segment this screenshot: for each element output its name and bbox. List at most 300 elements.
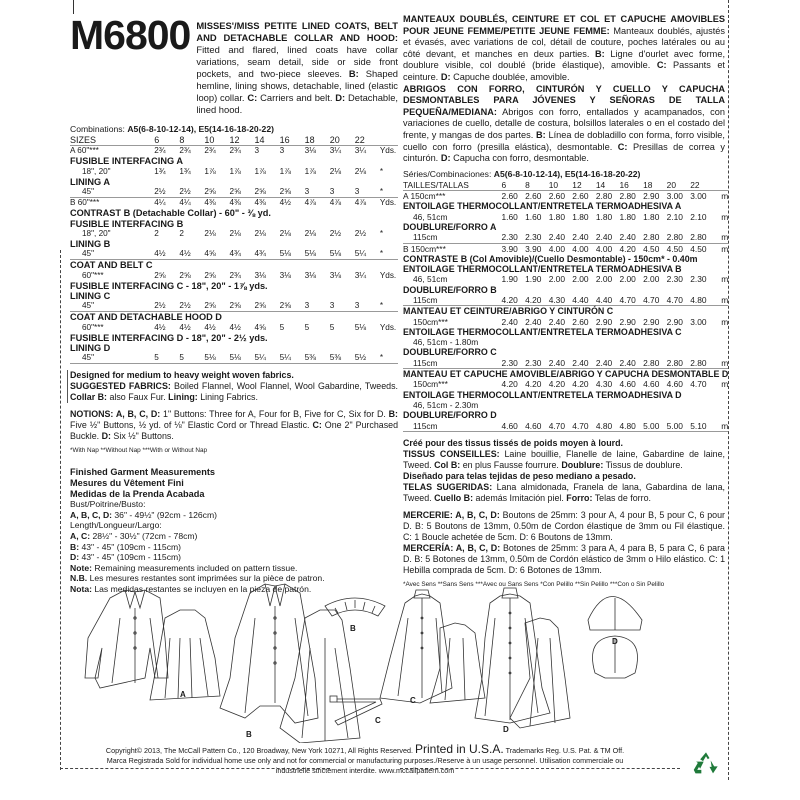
yardage-value: 1⅞	[304, 166, 317, 176]
section-label: FUSIBLE INTERFACING C - 18", 20" - 1⅞ yds.	[70, 280, 268, 291]
yardage-row	[70, 229, 398, 239]
footer	[60, 744, 670, 776]
combinations-value: A5(6-8-10-12-14), E5(14-16-18-20-22)	[493, 168, 641, 179]
label-view-b-collar: B	[350, 624, 356, 633]
section-label: DOUBLURE/FORRO B	[403, 284, 497, 295]
yardage-value: 5½	[355, 353, 380, 364]
yardage-value: 4.40	[572, 295, 596, 306]
yardage-value: 4⅝	[204, 249, 229, 260]
section-label: FUSIBLE INTERFACING B	[70, 218, 184, 229]
yardage-value: 4.60	[525, 421, 549, 432]
row-label: 115cm	[403, 232, 502, 243]
section-label: MANTEAU ET CEINTURE/ABRIGO Y CINTURÓN C	[403, 306, 614, 317]
yardage-value: 4.60	[666, 379, 683, 390]
yardage-value: 4.50	[690, 243, 707, 254]
yardage-row	[70, 198, 398, 209]
yardage-value: 2.90	[595, 316, 613, 327]
yardage-value: 2.30	[690, 274, 707, 285]
yardage-value: 3	[254, 146, 260, 156]
notions-en	[70, 409, 398, 442]
view-d-label: D:	[440, 153, 451, 164]
unit: Yds.	[379, 198, 397, 208]
length-value: 28½" - 30½" (72cm - 78cm)	[92, 531, 198, 542]
yardage-value: 2⅝	[280, 301, 305, 312]
cuello-label: Cuello B:	[434, 492, 474, 503]
yardage-value: 2.40	[501, 316, 518, 327]
section-label: DOUBLURE/FORRO A	[403, 221, 497, 232]
plain-row	[403, 337, 728, 347]
french-spanish-column	[403, 14, 729, 589]
yardage-value: 4.20	[502, 295, 526, 306]
designed-for-es: Diseñado para telas tejidas de peso mediano a pesado.	[403, 470, 636, 481]
yardage-value: 2⅛	[304, 228, 317, 238]
section-row	[70, 312, 398, 323]
size-header: 10	[549, 180, 573, 191]
section-label: LINING A	[70, 176, 110, 187]
collar-label: Collar B:	[70, 392, 107, 403]
section-label: ENTOILAGE THERMOCOLLANT/ENTRETELA TERMOADHESIVA C	[403, 326, 682, 337]
view-d-text: Capucha con forro, desmontable.	[453, 153, 589, 164]
section-row	[403, 264, 728, 274]
yardage-value: 2⅝	[204, 270, 216, 280]
yardage-value: 3	[355, 187, 380, 198]
yardage-value: 2.80	[690, 232, 714, 243]
notions-d-label: D:	[101, 431, 111, 442]
plain-label: 46, 51cm - 2.30m	[413, 399, 479, 410]
yardage-value: 4.30	[595, 379, 613, 390]
yardage-value: 1.80	[572, 211, 589, 222]
yardage-value: 2⅝	[229, 187, 254, 198]
section-label: CONTRAST B (Detachable Collar) - 60" - ⅜ yd.	[70, 208, 271, 219]
mercerie-d: D: 6 Boutons de 13mm.	[519, 531, 613, 542]
section-row	[70, 239, 398, 249]
row-label: 18", 20"	[82, 228, 111, 238]
unit: m	[721, 379, 729, 390]
yardage-value: 2.80	[643, 232, 667, 243]
yardage-value: 2.80	[667, 358, 691, 369]
yardage-value: 4.20	[501, 379, 518, 390]
label-view-c-coat: C	[410, 696, 416, 705]
yardage-value: 2⅝	[255, 301, 280, 312]
label-view-b-coat: B	[246, 730, 252, 739]
label-view-a: A	[180, 690, 186, 699]
yardage-table-us	[70, 135, 398, 364]
yardage-value: 2¾	[179, 146, 191, 156]
note-label: Nota:	[70, 584, 92, 594]
view-b-label: B:	[348, 68, 359, 79]
section-row	[70, 333, 398, 343]
yardage-value: 2⅝	[179, 270, 191, 280]
english-description	[196, 20, 398, 116]
size-header: 14	[255, 135, 280, 146]
nap-note-en: *With Nap **Without Nap ***With or Without Nap	[70, 447, 208, 455]
yardage-value: 4½	[279, 198, 291, 208]
yardage-value: 1.90	[525, 274, 542, 285]
row-label: 150cm***	[413, 379, 448, 390]
yardage-value: 2.30	[502, 358, 526, 369]
yardage-row	[70, 301, 398, 312]
yardage-value: 2.40	[596, 358, 620, 369]
yardage-value: 2.40	[525, 316, 542, 327]
yardage-row	[403, 421, 728, 432]
yardage-value: 1⅞	[279, 166, 291, 176]
meas-title-es: Medidas de la Prenda Acabada	[70, 488, 205, 499]
yardage-value: 2	[179, 228, 184, 238]
unit: *	[380, 353, 398, 364]
collar-text: also Faux Fur.	[109, 392, 166, 403]
unit: Yds.	[379, 146, 397, 156]
fabrics-fr	[403, 438, 725, 504]
notions-text: 1" Buttons: Three for A, Four for B, Five for C, Six for D.	[163, 409, 386, 420]
yardage-value: 4⅞	[354, 198, 367, 208]
section-label: COAT AND BELT C	[70, 260, 153, 271]
yardage-value: 2.30	[502, 232, 526, 243]
label-view-d-coat: D	[503, 725, 509, 734]
technical-drawings	[80, 578, 650, 743]
size-header: 22	[690, 180, 714, 191]
yardage-value: 2.40	[619, 358, 643, 369]
yardage-value: 5.00	[643, 421, 667, 432]
yardage-row	[70, 353, 398, 364]
yardage-value: 4.60	[619, 379, 636, 390]
section-row	[70, 281, 398, 291]
yardage-value: 2.30	[525, 358, 549, 369]
yardage-value: 2.00	[619, 274, 636, 285]
yardage-value: 4½	[154, 249, 179, 260]
note-label: Note:	[70, 562, 92, 573]
yardage-value: 4½	[204, 322, 216, 332]
yardage-value: 2.90	[643, 316, 660, 327]
yardage-value: 3⅛	[304, 146, 317, 156]
combinations-value: A5(6-8-10-12-14), E5(14-16-18-20-22)	[127, 124, 274, 134]
yardage-row	[403, 232, 728, 243]
yardage-value: 2.60	[572, 316, 589, 327]
view-d-label: D:	[440, 71, 451, 82]
yardage-value: 2⅛	[204, 228, 216, 238]
yardage-value: 4.70	[619, 295, 643, 306]
yardage-value: 4⅝	[254, 322, 266, 332]
view-d-text: Detachable, lined hood.	[196, 92, 399, 115]
section-label: COAT AND DETACHABLE HOOD D	[70, 312, 222, 323]
yardage-value: 1.80	[595, 211, 613, 222]
yardage-value: 2⅝	[204, 301, 229, 312]
yardage-value: 2½	[329, 228, 342, 238]
yardage-value: 5	[179, 353, 204, 364]
plain-label: 46, 51cm - 1.80m	[413, 337, 479, 348]
yardage-row	[70, 271, 398, 281]
unit: Yds.	[379, 322, 397, 332]
yardage-value: 3⅛	[279, 270, 291, 280]
combinations	[70, 124, 398, 135]
yardage-value: 2¾	[229, 270, 241, 280]
usage-notice-website: industrielle strictement interdite. www.mccallpattern.com	[275, 766, 455, 775]
size-header: 16	[619, 180, 643, 191]
unit: m	[721, 274, 729, 285]
yardage-value: 2½	[354, 228, 367, 238]
coat-b-back-drawing	[280, 610, 360, 743]
yardage-value: 5	[154, 353, 179, 364]
yardage-value: 5⅛	[354, 322, 367, 332]
section-label: LINING C	[70, 291, 111, 302]
doublure-label: Doublure:	[561, 459, 604, 470]
size-header: 12	[229, 135, 254, 146]
yardage-value: 5¼	[280, 353, 305, 364]
note-en	[70, 563, 398, 574]
section-row	[403, 222, 728, 232]
yardage-value: 2.80	[643, 358, 667, 369]
bust-label: Bust/Poitrine/Busto:	[70, 499, 146, 510]
yardage-value: 2½	[154, 187, 179, 198]
section-row	[403, 347, 728, 357]
yardage-value: 2.80	[667, 232, 691, 243]
yardage-table-metric	[403, 180, 728, 432]
yardage-value: 5	[279, 322, 285, 332]
yardage-row	[70, 167, 398, 177]
mercerie-label: MERCERIE: A, B, C, D:	[403, 509, 500, 520]
spanish-description	[403, 84, 725, 165]
yardage-value: 2⅛	[354, 166, 367, 176]
yardage-value: 2¾	[204, 146, 216, 156]
length-row	[70, 542, 398, 553]
sizes-label: TAILLES/TALLAS	[403, 180, 502, 191]
yardage-value: 2¾	[229, 146, 241, 156]
notions-c-label: C:	[312, 420, 322, 431]
yardage-value: 2.60	[572, 191, 589, 202]
yardage-value: 2⅛	[279, 228, 291, 238]
yardage-value: 2	[154, 228, 159, 238]
yardage-value: 4.20	[619, 243, 636, 254]
telas-label: TELAS SUGERIDAS:	[403, 481, 493, 492]
copyright-text: Copyright© 2013, The McCall Pattern Co., 120 Broadway, New York 10271, All Rights Reserved.	[105, 746, 413, 755]
yardage-value: 2⅛	[229, 228, 241, 238]
size-header: 12	[572, 180, 596, 191]
yardage-value: 3.00	[690, 191, 707, 202]
yardage-value: 2⅝	[255, 187, 280, 198]
row-label: 115cm	[403, 295, 502, 306]
size-header: 18	[643, 180, 667, 191]
forro-label: Forro:	[566, 492, 593, 503]
size-header: 10	[204, 135, 229, 146]
yardage-value: 4½	[154, 322, 166, 332]
row-label: 150cm***	[413, 316, 448, 327]
yardage-value: 4½	[229, 322, 241, 332]
yardage-value: 5.10	[690, 421, 714, 432]
row-label: 115cm	[403, 421, 502, 432]
mercerie-text: Boutons de 25mm: 3 pour A, 4 pour B, 5 pour C, 6 pour D.	[403, 509, 725, 531]
view-d-label: D:	[335, 92, 346, 103]
section-label: FUSIBLE INTERFACING A	[70, 156, 183, 167]
desc-text: Fitted and flared, lined coats have collar variations, seam detail, side or side front pockets, and two-piece sleeves.	[196, 44, 398, 79]
section-label: FUSIBLE INTERFACING D - 18", 20" - 2½ yds.	[70, 332, 268, 343]
length-label: Length/Longueur/Largo:	[70, 520, 162, 531]
yardage-value: 2.30	[666, 274, 683, 285]
row-label: A 150cm***	[403, 191, 446, 202]
view-c-text: Presillas de correa y cinturón.	[403, 141, 725, 164]
bust-row	[70, 510, 398, 521]
yardage-value: 4.30	[549, 295, 573, 306]
section-row	[403, 410, 728, 420]
yardage-value: 3.90	[525, 243, 542, 254]
section-row	[403, 327, 728, 337]
telas-text: Lana almidonada, Franela de lana, Gabardina de lana, Tweed.	[403, 481, 725, 503]
yardage-value: 2½	[154, 301, 179, 312]
combinations-label: Séries/Combinaciones:	[403, 168, 492, 179]
unit: m	[714, 295, 728, 306]
french-title: MANTEAUX DOUBLÉS, CEINTURE ET COL ET CAPUCHE AMOVIBLES POUR JEUNE FEMME/PETITE JEUNE FEMME:	[403, 14, 725, 36]
row-label: 18", 20"	[82, 166, 111, 176]
yardage-value: 2.00	[643, 274, 660, 285]
spanish-title: ABRIGOS CON FORRO, CINTURÓN Y CUELLO Y CAPUCHA DESMONTABLES PARA JÓVENES Y SEÑORAS DE TALLA PEQUEÑA/MEDIANA:	[403, 83, 725, 117]
yardage-value: 4.70	[690, 379, 707, 390]
section-row	[403, 201, 728, 211]
merceria-label: MERCERÍA: A, B, C, D:	[403, 542, 501, 553]
mercerie-c: C: 1 Boucle achetée de 5cm.	[403, 531, 517, 542]
unit: *	[380, 187, 398, 198]
yardage-value: 2.00	[548, 274, 565, 285]
forro-text: Telas de forro.	[594, 492, 651, 503]
yardage-row	[70, 187, 398, 198]
unit: m	[721, 316, 729, 327]
yardage-value: 4.40	[596, 295, 620, 306]
french-desc: Manteaux doublés, ajustés et évasés, avec variations de col, détail de couture, poches latérales ou au côté devant, et manches en deux parties.	[403, 25, 725, 59]
view-b-text: Línea de dobladillo con forma, forro visible, cuello con forro (presilla elástica), desmontable.	[403, 129, 725, 152]
nap-note-fr-es: *Avec Sens **Sans Sens ***Avec ou Sans Sens *Con Pelillo **Sin Pelillo ***Con o Sin Pelillo	[403, 580, 665, 588]
view-b-text: Ligne d'ourlet avec forme, doublure visible, col doublé (bride élastique), amovible.	[403, 48, 725, 71]
yardage-value: 5	[329, 322, 335, 332]
fabrics-en	[67, 370, 398, 403]
yardage-value: 3.90	[501, 243, 518, 254]
section-label: MANTEAU ET CAPUCHE AMOVIBLE/ABRIGO Y CAPUCHA DESMONTABLE D	[403, 369, 729, 380]
cut-line-left	[60, 250, 61, 770]
yardage-row	[70, 323, 398, 333]
length-views: A, C:	[70, 531, 91, 542]
yardage-value: 1⅞	[254, 166, 266, 176]
collar-b-drawing	[325, 598, 385, 616]
row-label: 60"***	[82, 270, 104, 280]
section-row	[70, 291, 398, 301]
note-text: Les mesures restantes sont imprimées sur la pièce de patron.	[89, 573, 325, 584]
view-d-text: Capuche doublée, amovible.	[453, 71, 570, 82]
notions-b-label: B:	[388, 409, 398, 420]
unit: *	[379, 166, 383, 176]
meas-title-en: Finished Garment Measurements	[70, 467, 215, 478]
yardage-row	[403, 358, 728, 369]
unit: m	[721, 243, 729, 254]
yardage-value: 3¼	[329, 146, 342, 156]
row-label: 46, 51cm	[413, 274, 448, 285]
yardage-value: 4.80	[690, 295, 714, 306]
yardage-value: 2.80	[595, 191, 613, 202]
size-header: 8	[179, 135, 204, 146]
merceria-b: B: 5 Botones de 13mm, 0.50m de Cordón elástico de 3mm o Hilo elástico.	[414, 553, 707, 564]
yardage-value: 2.40	[619, 232, 643, 243]
designed-for: Designed for medium to heavy weight woven fabrics.	[70, 370, 294, 381]
size-header: 16	[280, 135, 305, 146]
yardage-value: 4⅞	[329, 198, 342, 208]
yardage-value: 3	[305, 301, 330, 312]
yardage-value: 1.80	[643, 211, 660, 222]
yardage-value: 4.20	[572, 379, 589, 390]
yardage-value: 1.60	[525, 211, 542, 222]
section-label: LINING D	[70, 343, 111, 354]
note-text: Las medidas restantes se incluyen en la pieza de patrón.	[94, 584, 312, 594]
yardage-value: 5	[304, 322, 310, 332]
unit: m	[721, 191, 729, 202]
view-b-label: B:	[536, 129, 546, 140]
yardage-value: 2.40	[548, 316, 565, 327]
yardage-value: 4½	[179, 322, 191, 332]
unit: *	[379, 228, 383, 238]
coat-d-front-drawing	[475, 588, 550, 723]
yardage-value: 3⅛	[329, 270, 342, 280]
yardage-value: 5.00	[667, 421, 691, 432]
header	[70, 6, 398, 116]
unit-header	[714, 180, 728, 191]
mercerie-b: B: 5 Boutons de 13mm, 0.50m de Cordon élastique de 3mm ou Fil élastique.	[415, 520, 726, 531]
col-label: Col B:	[434, 459, 461, 470]
yardage-value: 2⅝	[154, 270, 166, 280]
trademarks: Trademarks Reg. U.S. Pat. & TM Off.	[505, 746, 625, 755]
yardage-row	[403, 212, 728, 222]
section-row	[403, 306, 728, 317]
yardage-value: 2¾	[154, 146, 166, 156]
size-header: 20	[667, 180, 691, 191]
section-label: ENTOILAGE THERMOCOLLANT/ENTRETELA TERMOADHESIVA A	[403, 201, 682, 212]
unit-header	[380, 135, 398, 146]
yardage-value: 5¼	[255, 353, 280, 364]
coat-b-front-drawing	[220, 584, 318, 723]
english-column	[70, 6, 398, 595]
yardage-value: 5⅛	[280, 249, 305, 260]
yardage-value: 4⅜	[254, 198, 266, 208]
yardage-value: 2½	[179, 301, 204, 312]
yardage-value: 5⅜	[305, 353, 330, 364]
yardage-value: 1¾	[154, 166, 166, 176]
notions-label: NOTIONS: A, B, C, D:	[70, 409, 161, 420]
yardage-value: 4¼	[154, 198, 166, 208]
yardage-value: 4.70	[549, 421, 573, 432]
yardage-value: 2.60	[525, 191, 542, 202]
english-title: MISSES'/MISS PETITE LINED COATS, BELT AND DETACHABLE COLLAR AND HOOD:	[196, 20, 398, 43]
yardage-value: 1.60	[501, 211, 518, 222]
coat-c-front-drawing	[380, 590, 452, 703]
unit: Yds.	[379, 270, 397, 280]
section-row	[70, 260, 398, 271]
notions-b-text: Five ½" Buttons, ½ yd. of ⅛" Elastic Cord or Thread Elastic.	[70, 420, 310, 431]
yardage-value: 2.40	[549, 232, 573, 243]
sizes-header-row	[70, 135, 398, 146]
section-row	[403, 390, 728, 400]
combinations-metric	[403, 169, 725, 180]
yardage-value: 2.30	[525, 232, 549, 243]
yardage-value: 3	[279, 146, 285, 156]
note-label: N.B.	[70, 573, 88, 584]
yardage-value: 2.60	[548, 191, 565, 202]
unit: m	[714, 232, 728, 243]
yardage-value: 4¼	[179, 198, 191, 208]
doublure-text: Tissus de doublure.	[605, 459, 683, 470]
yardage-value: 4.70	[572, 421, 596, 432]
col-text: en plus Fausse fourrure.	[462, 459, 559, 470]
yardage-value: 4.70	[643, 295, 667, 306]
section-row	[70, 208, 398, 218]
yardage-value: 2⅛	[329, 166, 342, 176]
yardage-value: 3⅛	[254, 270, 266, 280]
yardage-value: 5⅛	[330, 249, 355, 260]
yardage-value: 3.00	[690, 316, 707, 327]
notions-c-text: One 2" Purchased Buckle.	[70, 420, 399, 442]
section-label: DOUBLURE/FORRO C	[403, 347, 497, 358]
